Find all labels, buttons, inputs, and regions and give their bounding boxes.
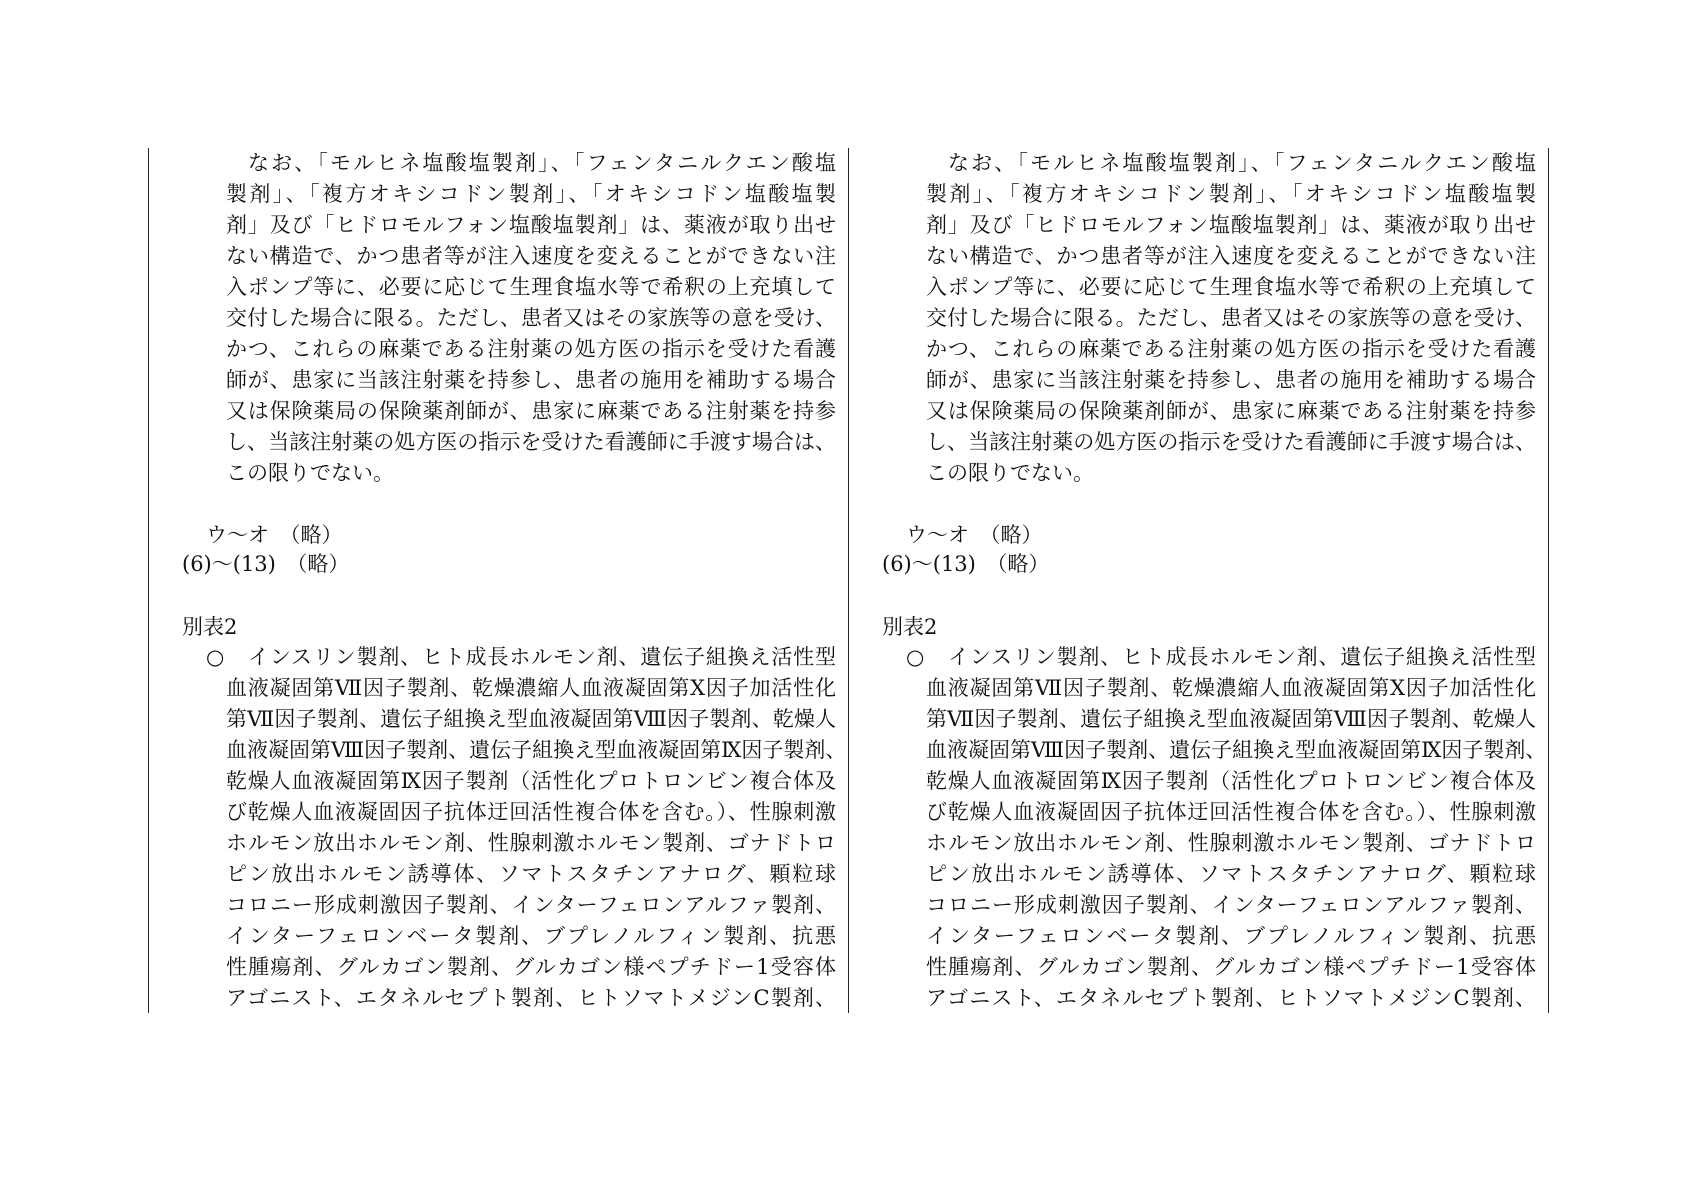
bullet-line: 血液凝固第Ⅶ因子製剤、乾燥濃縮人血液凝固第Ⅹ因子加活性化	[226, 676, 836, 700]
bullet-line: インターフェロンベータ製剤、ブプレノルフィン製剤、抗悪	[926, 924, 1536, 948]
paragraph-last-line: この限りでない。	[926, 461, 1094, 485]
paragraph-line: 剤」及び「ヒドロモルフォン塩酸塩製剤」は、薬液が取り出せ	[226, 213, 836, 237]
paragraph-line: 交付した場合に限る。ただし、患者又はその家族等の意を受け、	[226, 306, 836, 330]
bullet-line: ホルモン放出ホルモン剤、性腺刺激ホルモン製剤、ゴナドトロ	[226, 831, 836, 855]
bullet-line: び乾燥人血液凝固因子抗体迂回活性複合体を含む。）、性腺刺激	[226, 800, 836, 824]
paragraph-first-line: なお、「モルヒネ塩酸塩製剤」、「フェンタニルクエン酸塩	[948, 151, 1536, 175]
bullet-line: コロニー形成刺激因子製剤、インターフェロンアルファ製剤、	[926, 893, 1536, 917]
bullet-first-line: インスリン製剤、ヒト成長ホルモン剤、遺伝子組換え活性型	[948, 645, 1536, 669]
bullet-line: 性腫瘍剤、グルカゴン製剤、グルカゴン様ペプチドー1受容体	[926, 955, 1536, 979]
bullet-line: 乾燥人血液凝固第Ⅸ因子製剤（活性化プロトロンビン複合体及	[226, 769, 836, 793]
bullet-line: アゴニスト、エタネルセプト製剤、ヒトソマトメジンC製剤、	[226, 986, 836, 1010]
right-border-rule	[1548, 148, 1549, 1013]
bullet-line: ピン放出ホルモン誘導体、ソマトスタチンアナログ、顆粒球	[926, 862, 1536, 886]
paragraph-first-line: なお、「モルヒネ塩酸塩製剤」、「フェンタニルクエン酸塩	[248, 151, 836, 175]
paragraph-line: 入ポンプ等に、必要に応じて生理食塩水等で希釈の上充填して	[226, 275, 836, 299]
bullet-line: 第Ⅶ因子製剤、遺伝子組換え型血液凝固第Ⅷ因子製剤、乾燥人	[926, 707, 1536, 731]
paragraph-line: 又は保険薬局の保険薬剤師が、患家に麻薬である注射薬を持参	[226, 399, 836, 423]
paragraph-last-line: この限りでない。	[226, 461, 394, 485]
paragraph-line: ない構造で、かつ患者等が注入速度を変えることができない注	[226, 244, 836, 268]
bullet-circle: ○	[906, 645, 925, 669]
paragraph-line: 製剤」、「複方オキシコドン製剤」、「オキシコドン塩酸塩製	[226, 182, 836, 206]
sub-item-omitted: ウ〜オ （略）	[206, 523, 343, 547]
paragraph-line: 又は保険薬局の保険薬剤師が、患家に麻薬である注射薬を持参	[926, 399, 1536, 423]
appendix-heading: 別表2	[882, 615, 938, 639]
paragraph-line: 師が、患家に当該注射薬を持参し、患者の施用を補助する場合	[926, 368, 1536, 392]
bullet-line: ホルモン放出ホルモン剤、性腺刺激ホルモン製剤、ゴナドトロ	[926, 831, 1536, 855]
paragraph-line: 入ポンプ等に、必要に応じて生理食塩水等で希釈の上充填して	[926, 275, 1536, 299]
paragraph-line: し、当該注射薬の処方医の指示を受けた看護師に手渡す場合は、	[926, 430, 1536, 454]
bullet-first-line: インスリン製剤、ヒト成長ホルモン剤、遺伝子組換え活性型	[248, 645, 836, 669]
paragraph-line: 製剤」、「複方オキシコドン製剤」、「オキシコドン塩酸塩製	[926, 182, 1536, 206]
bullet-line: 血液凝固第Ⅷ因子製剤、遺伝子組換え型血液凝固第Ⅸ因子製剤、	[926, 738, 1547, 762]
paragraph-line: 交付した場合に限る。ただし、患者又はその家族等の意を受け、	[926, 306, 1536, 330]
center-divider-rule	[848, 148, 849, 1013]
bullet-line: 第Ⅶ因子製剤、遺伝子組換え型血液凝固第Ⅷ因子製剤、乾燥人	[226, 707, 836, 731]
paragraph-line: かつ、これらの麻薬である注射薬の処方医の指示を受けた看護	[226, 337, 836, 361]
bullet-line: ピン放出ホルモン誘導体、ソマトスタチンアナログ、顆粒球	[226, 862, 836, 886]
paragraph-line: ない構造で、かつ患者等が注入速度を変えることができない注	[926, 244, 1536, 268]
paragraph-line: 師が、患家に当該注射薬を持参し、患者の施用を補助する場合	[226, 368, 836, 392]
paragraph-line: し、当該注射薬の処方医の指示を受けた看護師に手渡す場合は、	[226, 430, 836, 454]
appendix-heading: 別表2	[182, 615, 238, 639]
bullet-line: アゴニスト、エタネルセプト製剤、ヒトソマトメジンC製剤、	[926, 986, 1536, 1010]
item-range-omitted: (6)〜(13) （略）	[882, 552, 1050, 576]
bullet-line: 性腫瘍剤、グルカゴン製剤、グルカゴン様ペプチドー1受容体	[226, 955, 836, 979]
bullet-line: 乾燥人血液凝固第Ⅸ因子製剤（活性化プロトロンビン複合体及	[926, 769, 1536, 793]
bullet-line: インターフェロンベータ製剤、ブプレノルフィン製剤、抗悪	[226, 924, 836, 948]
bullet-line: び乾燥人血液凝固因子抗体迂回活性複合体を含む。）、性腺刺激	[926, 800, 1536, 824]
sub-item-omitted: ウ〜オ （略）	[906, 523, 1043, 547]
left-border-rule	[148, 148, 149, 1013]
item-range-omitted: (6)〜(13) （略）	[182, 552, 350, 576]
paragraph-line: 剤」及び「ヒドロモルフォン塩酸塩製剤」は、薬液が取り出せ	[926, 213, 1536, 237]
paragraph-line: かつ、これらの麻薬である注射薬の処方医の指示を受けた看護	[926, 337, 1536, 361]
bullet-line: 血液凝固第Ⅶ因子製剤、乾燥濃縮人血液凝固第Ⅹ因子加活性化	[926, 676, 1536, 700]
bullet-circle: ○	[206, 645, 225, 669]
bullet-line: 血液凝固第Ⅷ因子製剤、遺伝子組換え型血液凝固第Ⅸ因子製剤、	[226, 738, 847, 762]
bullet-line: コロニー形成刺激因子製剤、インターフェロンアルファ製剤、	[226, 893, 836, 917]
